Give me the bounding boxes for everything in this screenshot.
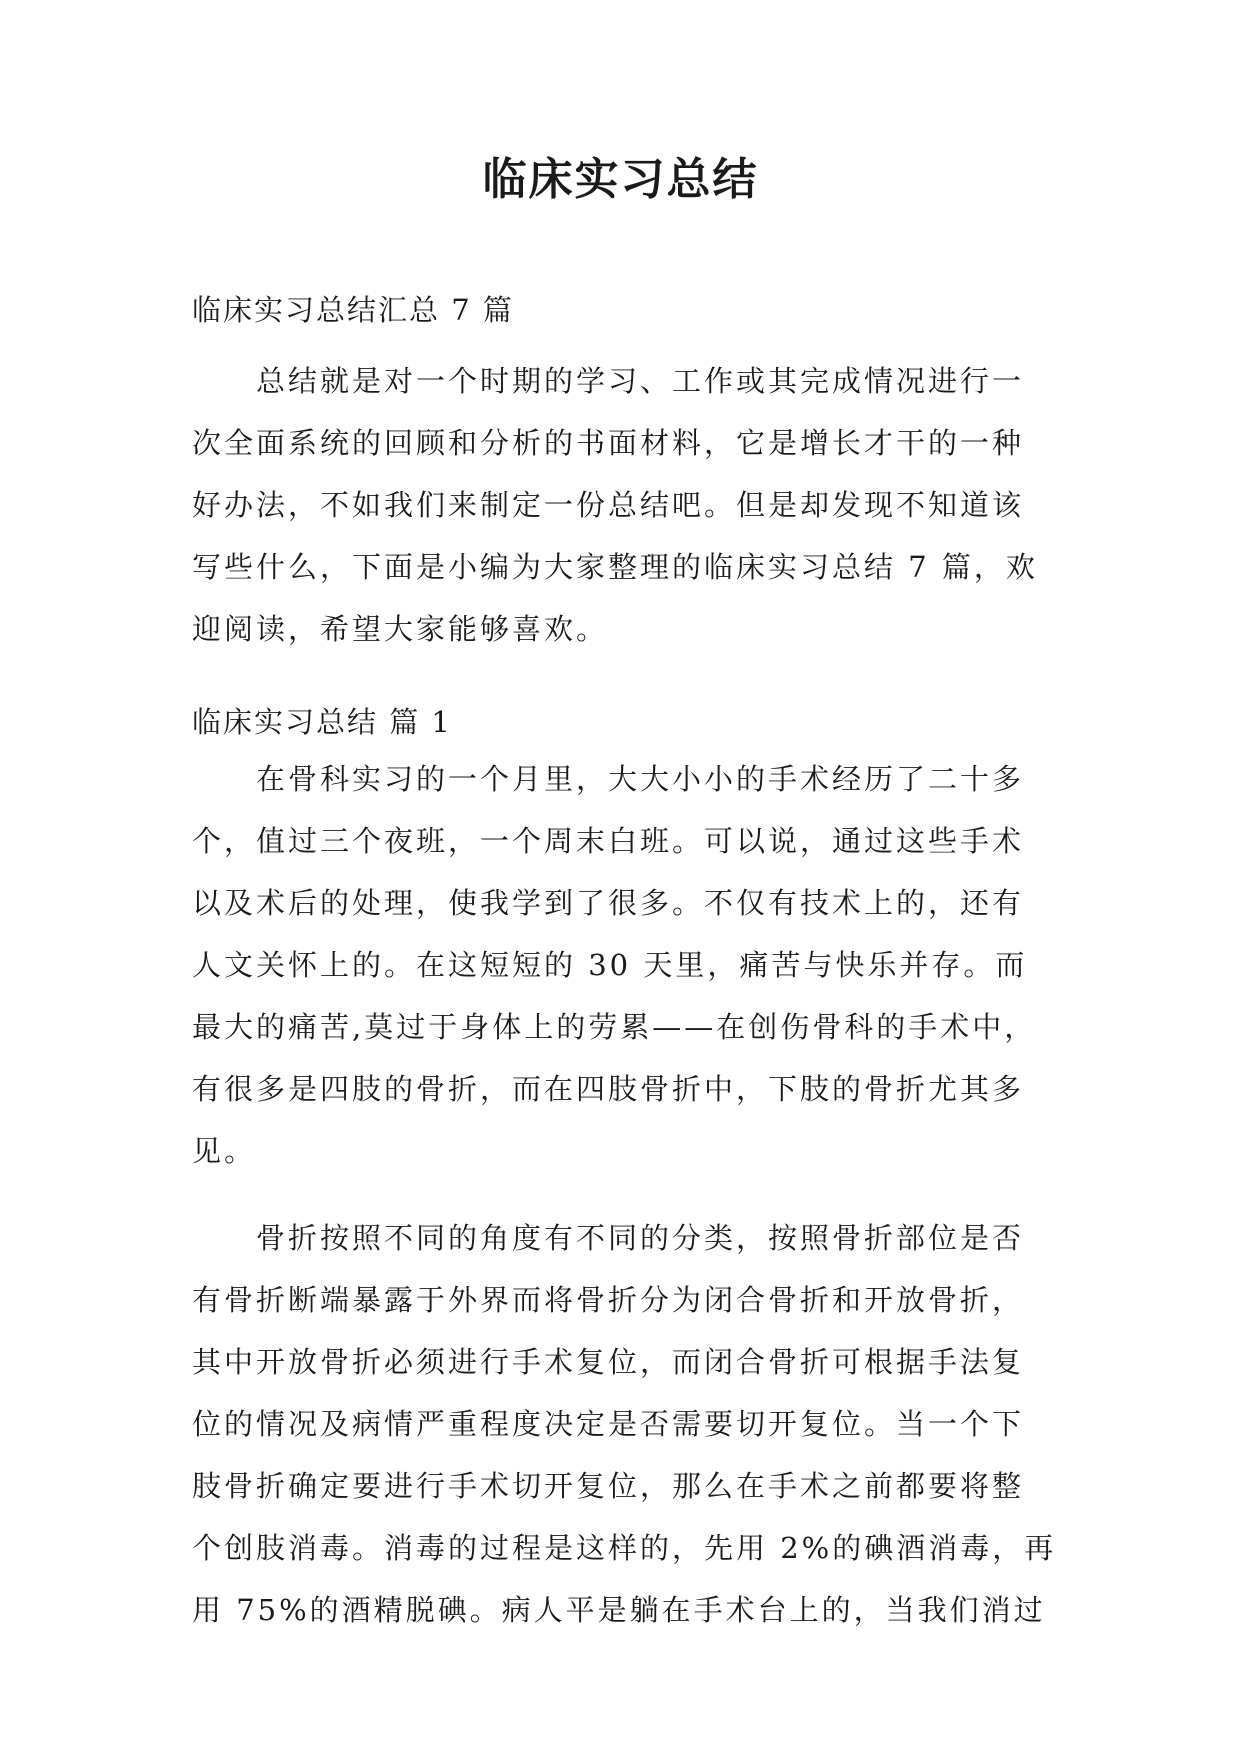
paragraph-line: 其中开放骨折必须进行手术复位，而闭合骨折可根据手法复 — [192, 1345, 1025, 1379]
paragraph-2 — [192, 1207, 1057, 1641]
intro-paragraph — [192, 350, 1050, 660]
intro-line: 好办法，不如我们来制定一份总结吧。但是却发现不知道该 — [192, 488, 1025, 522]
intro-line: 总结就是对一个时期的学习、工作或其完成情况进行一 — [256, 364, 1025, 398]
paragraph-line: 个，值过三个夜班，一个周末白班。可以说，通过这些手术 — [192, 824, 1025, 858]
paragraph-line: 见。 — [192, 1134, 257, 1168]
section-heading: 临床实习总结 篇 1 — [192, 705, 452, 739]
intro-line: 写些什么，下面是小编为大家整理的临床实习总结 7 篇，欢 — [192, 550, 1038, 584]
paragraph-line: 有骨折断端暴露于外界而将骨折分为闭合骨折和开放骨折， — [192, 1283, 1025, 1317]
paragraph-line: 肢骨折确定要进行手术切开复位，那么在手术之前都要将整 — [192, 1469, 1025, 1503]
intro-line: 次全面系统的回顾和分析的书面材料，它是增长才干的一种 — [192, 426, 1025, 460]
paragraph-line: 以及术后的处理，使我学到了很多。不仅有技术上的，还有 — [192, 886, 1025, 920]
paragraph-line: 人文关怀上的。在这短短的 30 天里，痛苦与快乐并存。而 — [192, 948, 1028, 982]
paragraph-line: 用 75%的酒精脱碘。病人平是躺在手术台上的，当我们消过 — [192, 1593, 1046, 1627]
paragraph-line: 骨折按照不同的角度有不同的分类，按照骨折部位是否 — [256, 1221, 1025, 1255]
paragraph-line: 在骨科实习的一个月里，大大小小的手术经历了二十多 — [256, 762, 1025, 796]
paragraph-line: 最大的痛苦,莫过于身体上的劳累——在创伤骨科的手术中， — [192, 1010, 1037, 1044]
paragraph-1 — [192, 748, 1050, 1182]
paragraph-line: 位的情况及病情严重程度决定是否需要切开复位。当一个下 — [192, 1407, 1025, 1441]
paragraph-line: 有很多是四肢的骨折，而在四肢骨折中，下肢的骨折尤其多 — [192, 1072, 1025, 1106]
document-subtitle: 临床实习总结汇总 7 篇 — [192, 293, 514, 327]
paragraph-line: 个创肢消毒。消毒的过程是这样的，先用 2%的碘酒消毒，再 — [192, 1531, 1057, 1565]
document-title: 临床实习总结 — [482, 154, 759, 205]
intro-line: 迎阅读，希望大家能够喜欢。 — [192, 612, 609, 646]
